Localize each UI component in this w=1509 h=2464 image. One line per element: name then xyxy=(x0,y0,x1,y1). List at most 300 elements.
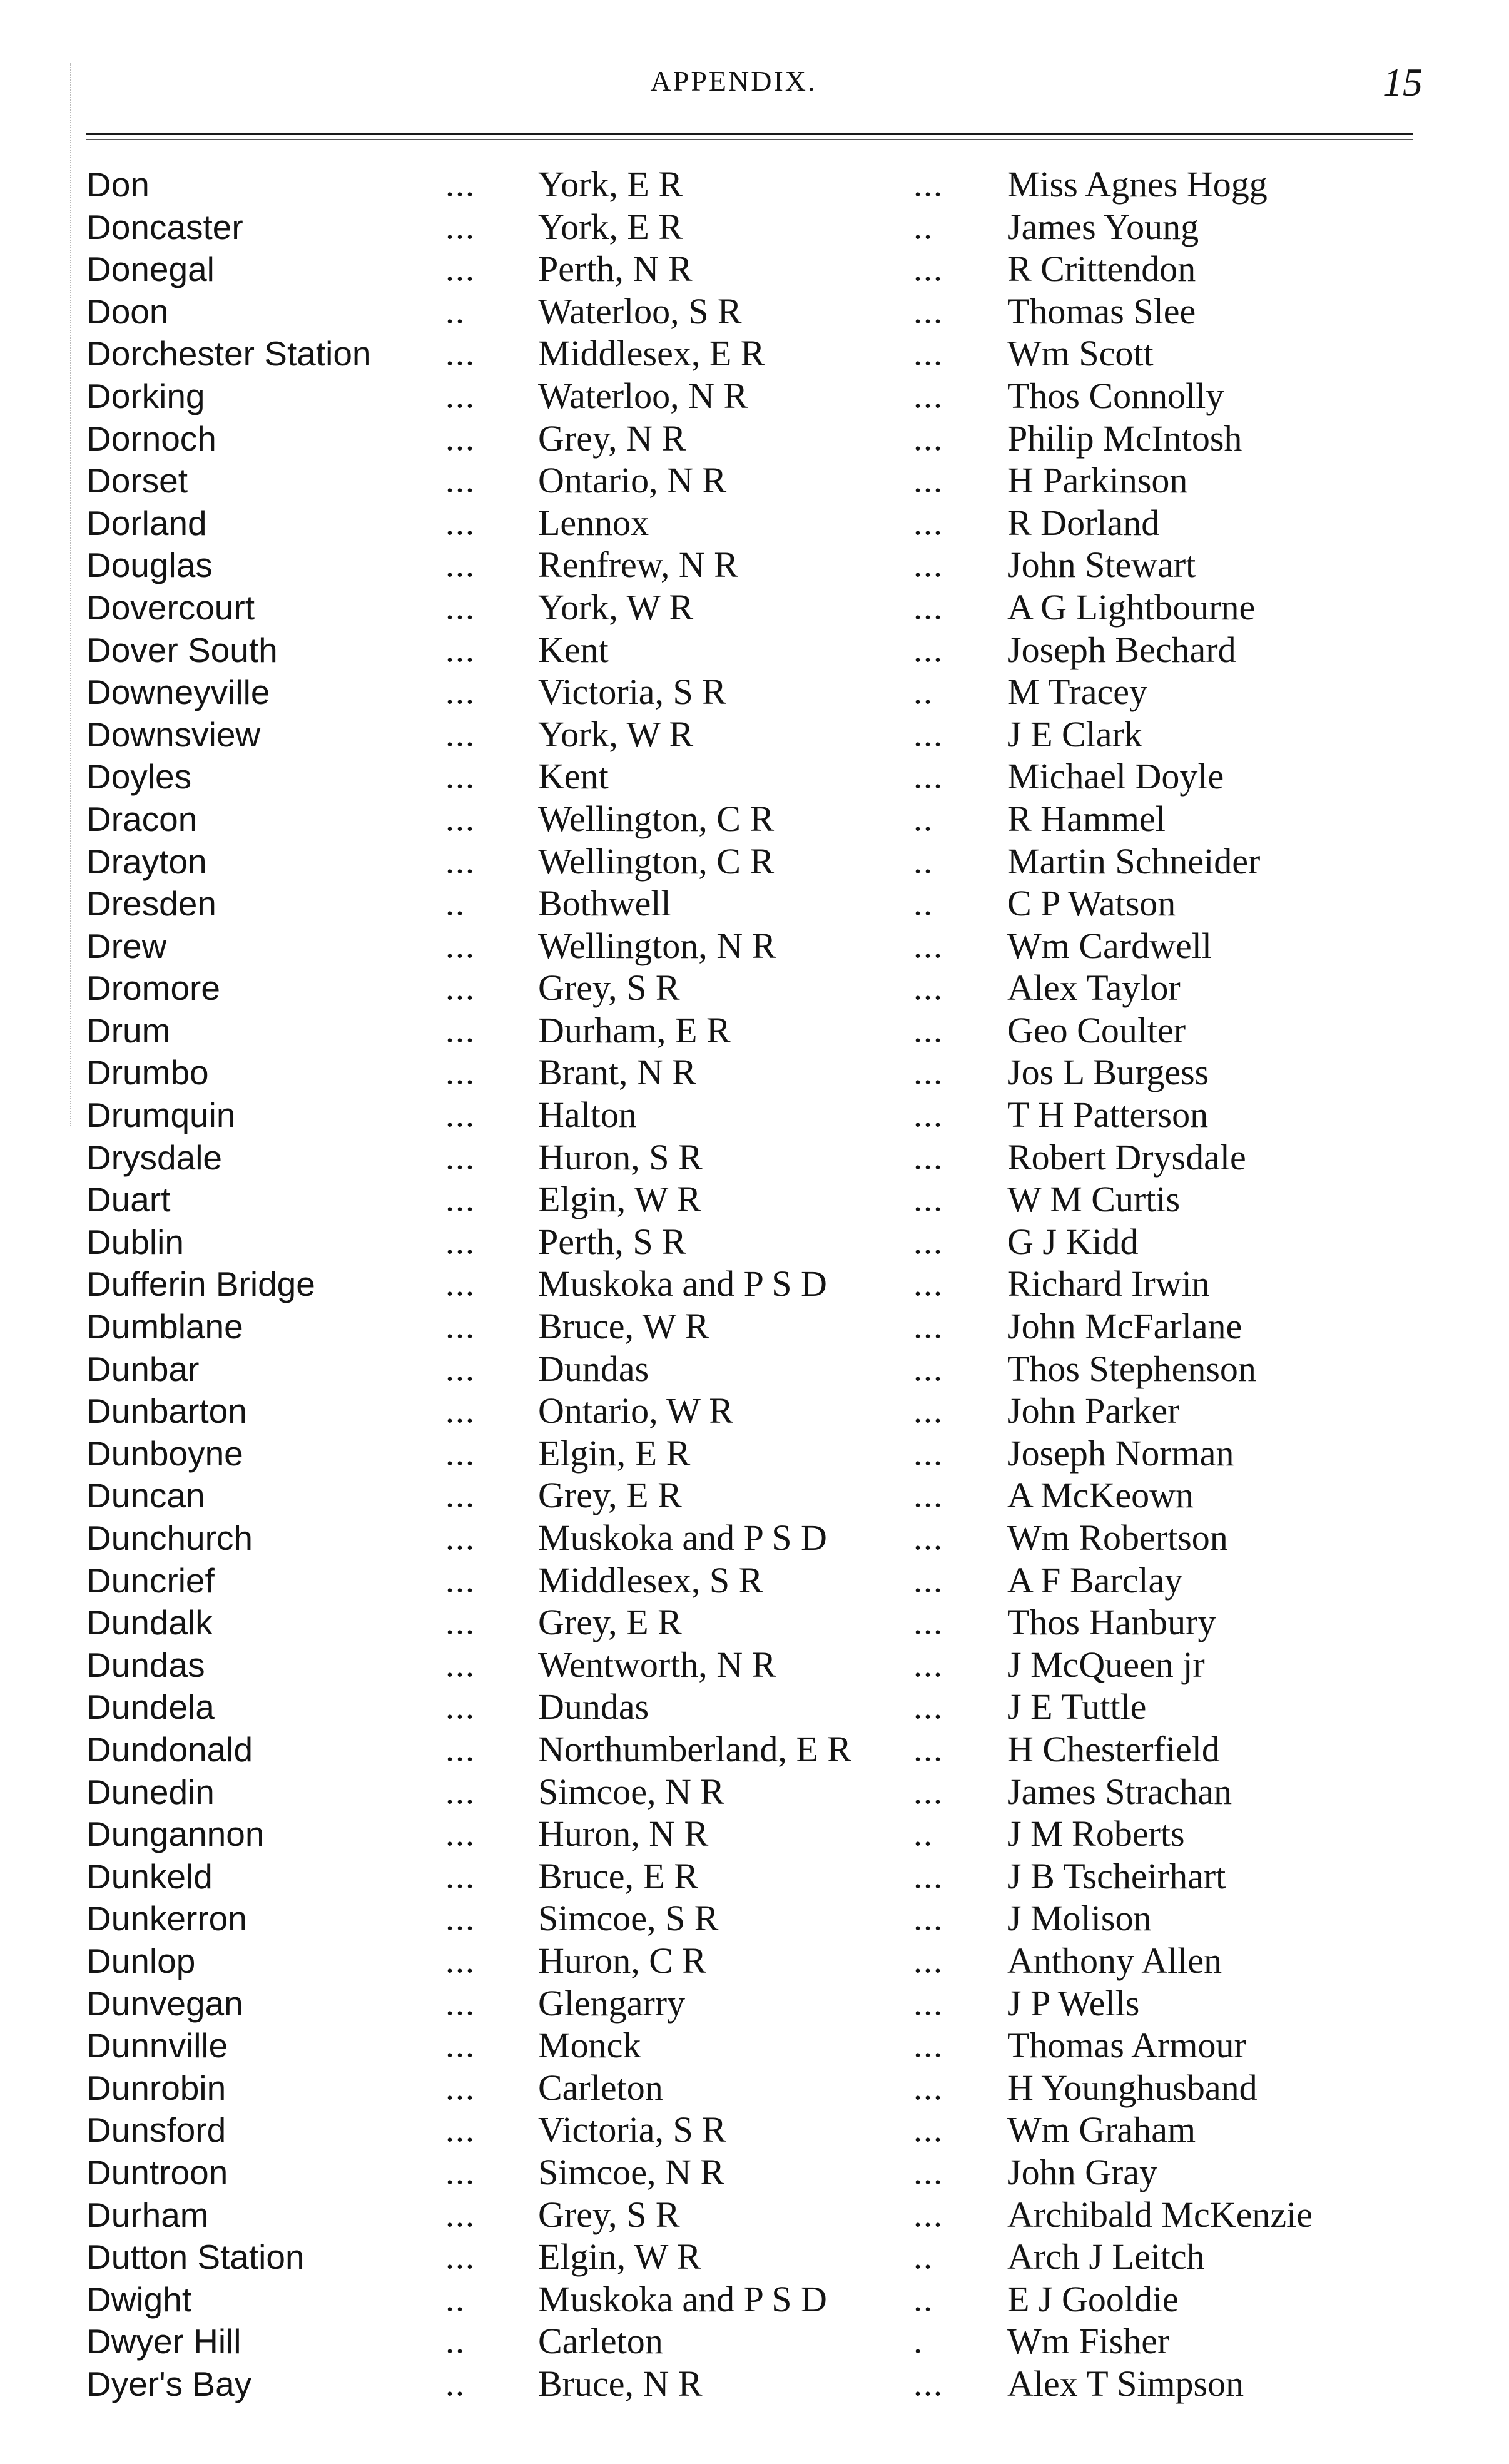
place-name: Drew xyxy=(86,926,167,965)
place-name: Dunkerron xyxy=(86,1899,247,1938)
place-name: Dovercourt xyxy=(86,588,255,627)
leader-dots: .. xyxy=(445,2322,465,2361)
leader-dots: . xyxy=(913,2322,923,2361)
leader-dots: ... xyxy=(913,2152,943,2192)
county-riding: York, W R xyxy=(538,713,694,755)
page-number: 15 xyxy=(1383,60,1423,104)
place-name: Dunchurch xyxy=(86,1519,253,1557)
list-item xyxy=(0,756,1509,798)
postmaster-name: Martin Schneider xyxy=(1007,840,1261,882)
place-name: Dunbar xyxy=(86,1349,200,1388)
leader-dots: ... xyxy=(445,1815,475,1854)
place-name: Doyles xyxy=(86,757,192,797)
postmaster-name: M Tracey xyxy=(1007,671,1147,713)
leader-dots: ... xyxy=(445,546,475,585)
county-riding: Bothwell xyxy=(538,883,671,924)
list-item xyxy=(0,1813,1509,1856)
postmaster-name: G J Kidd xyxy=(1007,1221,1139,1262)
leader-dots: ... xyxy=(913,1349,943,1388)
place-name: Dutton Station xyxy=(86,2237,305,2277)
place-name: Dunedin xyxy=(86,1772,215,1811)
county-riding: Simcoe, N R xyxy=(538,2151,725,2192)
leader-dots: ... xyxy=(445,1265,475,1304)
list-item xyxy=(0,2363,1509,2406)
postmaster-name: A G Lightbourne xyxy=(1007,586,1256,628)
leader-dots: ... xyxy=(445,503,475,542)
leader-dots: ... xyxy=(913,1729,943,1769)
leader-dots: .. xyxy=(913,842,933,881)
leader-dots: ... xyxy=(913,1307,943,1347)
leader-dots: .. xyxy=(445,2279,465,2319)
leader-dots: ... xyxy=(445,461,475,501)
leader-dots: ... xyxy=(445,969,475,1008)
postmaster-name: Joseph Norman xyxy=(1007,1432,1234,1474)
place-name: Doon xyxy=(86,292,169,331)
place-name: Dorchester Station xyxy=(86,334,372,374)
leader-dots: ... xyxy=(445,1053,475,1092)
county-riding: Elgin, W R xyxy=(538,1179,701,1220)
leader-dots: .. xyxy=(913,884,933,924)
postmaster-name: John Stewart xyxy=(1007,544,1196,586)
leader-dots: ... xyxy=(913,1856,943,1896)
place-name: Doncaster xyxy=(86,207,243,247)
county-riding: Simcoe, S R xyxy=(538,1898,719,1939)
leader-dots: ... xyxy=(445,1603,475,1642)
leader-dots: ... xyxy=(445,250,475,289)
county-riding: Bruce, W R xyxy=(538,1306,709,1347)
place-name: Duncrief xyxy=(86,1560,215,1600)
postmaster-name: Thos Stephenson xyxy=(1007,1348,1256,1389)
list-item xyxy=(0,1433,1509,1475)
county-riding: York, W R xyxy=(538,586,694,628)
list-item xyxy=(0,460,1509,502)
place-name: Dornoch xyxy=(86,419,216,458)
leader-dots: ... xyxy=(445,715,475,754)
postmaster-name: H Chesterfield xyxy=(1007,1728,1220,1769)
leader-dots: ... xyxy=(913,376,943,415)
postmaster-name: Archibald McKenzie xyxy=(1007,2194,1313,2235)
county-riding: Wellington, C R xyxy=(538,840,775,882)
county-riding: Ontario, N R xyxy=(538,460,727,501)
leader-dots: .. xyxy=(913,1815,933,1854)
leader-dots: ... xyxy=(913,250,943,289)
county-riding: Dundas xyxy=(538,1686,649,1728)
postmaster-name: J M Roberts xyxy=(1007,1813,1185,1855)
postmaster-name: Thos Hanbury xyxy=(1007,1602,1216,1643)
list-item xyxy=(0,375,1509,418)
place-name: Duncan xyxy=(86,1476,205,1515)
leader-dots: ... xyxy=(445,1433,475,1473)
leader-dots: ... xyxy=(445,2026,475,2065)
list-item xyxy=(0,1390,1509,1433)
county-riding: Victoria, S R xyxy=(538,671,726,713)
leader-dots: ... xyxy=(913,1603,943,1642)
county-riding: Halton xyxy=(538,1094,637,1136)
leader-dots: .. xyxy=(913,673,933,712)
leader-dots: ... xyxy=(913,757,943,797)
place-name: Don xyxy=(86,165,150,204)
leader-dots: ... xyxy=(445,673,475,712)
postmaster-name: Wm Fisher xyxy=(1007,2321,1170,2362)
leader-dots: ... xyxy=(445,419,475,458)
county-riding: Kent xyxy=(538,756,609,797)
postmaster-name: John Gray xyxy=(1007,2151,1158,2192)
place-name: Drum xyxy=(86,1011,171,1050)
postmaster-name: R Hammel xyxy=(1007,798,1166,839)
postmaster-name: J E Tuttle xyxy=(1007,1686,1147,1728)
list-item xyxy=(0,1179,1509,1221)
list-item xyxy=(0,164,1509,206)
place-name: Dunvegan xyxy=(86,1983,243,2023)
list-item xyxy=(0,206,1509,249)
list-item xyxy=(0,1348,1509,1391)
leader-dots: ... xyxy=(913,1392,943,1431)
leader-dots: ... xyxy=(913,1265,943,1304)
leader-dots: ... xyxy=(913,334,943,374)
list-item xyxy=(0,1940,1509,1983)
county-riding: Waterloo, S R xyxy=(538,290,742,332)
post-office-list xyxy=(0,164,1509,2405)
place-name: Dorking xyxy=(86,376,205,415)
place-name: Dunkeld xyxy=(86,1856,213,1896)
list-item xyxy=(0,1856,1509,1898)
leader-dots: ... xyxy=(445,588,475,627)
postmaster-name: John Parker xyxy=(1007,1390,1180,1432)
county-riding: Waterloo, N R xyxy=(538,375,748,416)
postmaster-name: Thos Connolly xyxy=(1007,375,1224,416)
list-item xyxy=(0,1771,1509,1814)
header-rule xyxy=(86,133,1413,135)
leader-dots: ... xyxy=(445,165,475,204)
county-riding: Renfrew, N R xyxy=(538,544,738,586)
list-item xyxy=(0,2152,1509,2194)
place-name: Douglas xyxy=(86,546,213,585)
leader-dots: ... xyxy=(913,419,943,458)
county-riding: Dundas xyxy=(538,1348,649,1389)
postmaster-name: H Younghusband xyxy=(1007,2067,1258,2108)
list-item xyxy=(0,1644,1509,1687)
place-name: Downeyville xyxy=(86,673,270,712)
county-riding: Ontario, W R xyxy=(538,1390,734,1432)
list-item xyxy=(0,1686,1509,1729)
leader-dots: ... xyxy=(913,1560,943,1600)
leader-dots: ... xyxy=(913,1053,943,1092)
postmaster-name: J McQueen jr xyxy=(1007,1644,1205,1685)
leader-dots: ... xyxy=(445,2110,475,2150)
postmaster-name: Geo Coulter xyxy=(1007,1009,1186,1051)
list-item xyxy=(0,1137,1509,1179)
postmaster-name: Thomas Slee xyxy=(1007,290,1196,332)
leader-dots: ... xyxy=(913,546,943,585)
county-riding: Glengarry xyxy=(538,1982,686,2024)
leader-dots: ... xyxy=(445,1560,475,1600)
leader-dots: .. xyxy=(913,207,933,247)
list-item xyxy=(0,2025,1509,2067)
leader-dots: .. xyxy=(913,2237,933,2277)
leader-dots: ... xyxy=(445,1222,475,1261)
postmaster-name: J B Tscheirhart xyxy=(1007,1855,1226,1896)
leader-dots: ... xyxy=(445,1519,475,1557)
leader-dots: ... xyxy=(445,1941,475,1980)
county-riding: Wentworth, N R xyxy=(538,1644,776,1685)
place-name: Dunsford xyxy=(86,2110,226,2150)
leader-dots: ... xyxy=(445,1983,475,2023)
list-item xyxy=(0,1052,1509,1094)
leader-dots: ... xyxy=(445,376,475,415)
postmaster-name: R Dorland xyxy=(1007,502,1160,543)
county-riding: Middlesex, S R xyxy=(538,1559,763,1601)
leader-dots: ... xyxy=(445,926,475,965)
county-riding: Muskoka and P S D xyxy=(538,1263,827,1305)
place-name: Dover South xyxy=(86,630,278,669)
place-name: Dunlop xyxy=(86,1941,196,1980)
leader-dots: ... xyxy=(913,1138,943,1177)
list-item xyxy=(0,841,1509,883)
postmaster-name: E J Gooldie xyxy=(1007,2278,1179,2319)
county-riding: Elgin, E R xyxy=(538,1432,691,1474)
list-item xyxy=(0,1263,1509,1306)
postmaster-name: Joseph Bechard xyxy=(1007,629,1236,670)
postmaster-name: Wm Cardwell xyxy=(1007,925,1212,966)
place-name: Dunnville xyxy=(86,2026,228,2065)
leader-dots: ... xyxy=(445,799,475,838)
postmaster-name: Alex T Simpson xyxy=(1007,2363,1244,2404)
leader-dots: ... xyxy=(913,1983,943,2023)
leader-dots: ... xyxy=(445,1729,475,1769)
list-item xyxy=(0,2109,1509,2152)
postmaster-name: T H Patterson xyxy=(1007,1094,1209,1136)
leader-dots: ... xyxy=(445,1349,475,1388)
leader-dots: .. xyxy=(445,884,465,924)
leader-dots: ... xyxy=(913,165,943,204)
list-item xyxy=(0,544,1509,587)
place-name: Dyer's Bay xyxy=(86,2364,252,2403)
leader-dots: ... xyxy=(913,2068,943,2107)
leader-dots: ... xyxy=(445,2152,475,2192)
place-name: Drumquin xyxy=(86,1096,236,1135)
leader-dots: ... xyxy=(913,2195,943,2234)
leader-dots: ... xyxy=(913,1688,943,1727)
postmaster-name: Michael Doyle xyxy=(1007,756,1224,797)
place-name: Dundalk xyxy=(86,1603,213,1642)
postmaster-name: R Crittendon xyxy=(1007,248,1196,290)
postmaster-name: Philip McIntosh xyxy=(1007,417,1242,459)
county-riding: Grey, E R xyxy=(538,1475,682,1516)
place-name: Drumbo xyxy=(86,1053,209,1092)
list-item xyxy=(0,1094,1509,1137)
list-item xyxy=(0,2194,1509,2237)
place-name: Dresden xyxy=(86,884,216,924)
place-name: Drysdale xyxy=(86,1138,223,1177)
place-name: Durham xyxy=(86,2195,209,2234)
place-name: Dundela xyxy=(86,1688,215,1727)
list-item xyxy=(0,1602,1509,1644)
county-riding: Huron, S R xyxy=(538,1136,703,1178)
county-riding: Middlesex, E R xyxy=(538,333,765,374)
list-item xyxy=(0,2067,1509,2110)
list-item xyxy=(0,2236,1509,2279)
county-riding: Northumberland, E R xyxy=(538,1728,851,1769)
leader-dots: ... xyxy=(913,292,943,331)
county-riding: Elgin, W R xyxy=(538,2236,701,2278)
postmaster-name: Thomas Armour xyxy=(1007,2025,1246,2066)
leader-dots: ... xyxy=(913,1222,943,1261)
county-riding: Monck xyxy=(538,2025,641,2066)
leader-dots: ... xyxy=(445,207,475,247)
place-name: Dufferin Bridge xyxy=(86,1265,315,1304)
list-item xyxy=(0,1898,1509,1940)
list-item xyxy=(0,291,1509,333)
postmaster-name: James Strachan xyxy=(1007,1771,1232,1812)
leader-dots: ... xyxy=(445,2068,475,2107)
place-name: Dundas xyxy=(86,1645,205,1684)
leader-dots: ... xyxy=(445,1899,475,1938)
county-riding: Grey, S R xyxy=(538,2194,680,2235)
list-item xyxy=(0,629,1509,672)
list-item xyxy=(0,671,1509,714)
leader-dots: ... xyxy=(913,1772,943,1811)
list-item xyxy=(0,1560,1509,1602)
county-riding: Bruce, E R xyxy=(538,1855,699,1896)
list-item xyxy=(0,1010,1509,1052)
leader-dots: ... xyxy=(445,1856,475,1896)
county-riding: Carleton xyxy=(538,2321,663,2362)
county-riding: York, E R xyxy=(538,164,683,205)
postmaster-name: J P Wells xyxy=(1007,1982,1140,2024)
leader-dots: ... xyxy=(913,1519,943,1557)
postmaster-name: Jos L Burgess xyxy=(1007,1052,1209,1093)
postmaster-name: Anthony Allen xyxy=(1007,1940,1222,1981)
county-riding: Huron, N R xyxy=(538,1813,709,1855)
list-item xyxy=(0,333,1509,375)
county-riding: Wellington, C R xyxy=(538,798,775,839)
running-head-title: APPENDIX. xyxy=(650,65,817,97)
place-name: Dunrobin xyxy=(86,2068,226,2107)
place-name: Duart xyxy=(86,1180,171,1219)
county-riding: Perth, N R xyxy=(538,248,693,290)
county-riding: Bruce, N R xyxy=(538,2363,703,2404)
leader-dots: .. xyxy=(445,2364,465,2403)
county-riding: Grey, S R xyxy=(538,967,680,1009)
county-riding: Simcoe, N R xyxy=(538,1771,725,1812)
postmaster-name: C P Watson xyxy=(1007,883,1176,924)
postmaster-name: Robert Drysdale xyxy=(1007,1136,1246,1178)
list-item xyxy=(0,714,1509,756)
list-item xyxy=(0,2279,1509,2321)
list-item xyxy=(0,1983,1509,2025)
leader-dots: ... xyxy=(913,630,943,669)
page-header xyxy=(0,59,1509,109)
place-name: Drayton xyxy=(86,842,207,881)
county-riding: Kent xyxy=(538,629,609,670)
leader-dots: ... xyxy=(445,1138,475,1177)
county-riding: Huron, C R xyxy=(538,1940,707,1981)
list-item xyxy=(0,1517,1509,1560)
leader-dots: ... xyxy=(445,630,475,669)
leader-dots: ... xyxy=(913,926,943,965)
place-name: Donegal xyxy=(86,250,215,289)
postmaster-name: J Molison xyxy=(1007,1898,1152,1939)
leader-dots: ... xyxy=(445,1096,475,1135)
postmaster-name: Richard Irwin xyxy=(1007,1263,1210,1305)
leader-dots: ... xyxy=(913,2110,943,2150)
leader-dots: ... xyxy=(445,1392,475,1431)
list-item xyxy=(0,1306,1509,1348)
list-item xyxy=(0,1221,1509,1264)
leader-dots: ... xyxy=(913,1476,943,1515)
leader-dots: ... xyxy=(913,969,943,1008)
leader-dots: ... xyxy=(445,1645,475,1684)
place-name: Dorland xyxy=(86,503,207,542)
county-riding: Brant, N R xyxy=(538,1052,696,1093)
leader-dots: ... xyxy=(913,2026,943,2065)
postmaster-name: W M Curtis xyxy=(1007,1179,1181,1220)
leader-dots: ... xyxy=(445,334,475,374)
leader-dots: ... xyxy=(913,588,943,627)
leader-dots: ... xyxy=(445,1180,475,1219)
list-item xyxy=(0,1475,1509,1517)
list-item xyxy=(0,502,1509,545)
list-item xyxy=(0,587,1509,629)
county-riding: Durham, E R xyxy=(538,1009,731,1051)
postmaster-name: Wm Graham xyxy=(1007,2109,1196,2151)
county-riding: Lennox xyxy=(538,502,649,543)
postmaster-name: Miss Agnes Hogg xyxy=(1007,164,1268,205)
postmaster-name: H Parkinson xyxy=(1007,460,1188,501)
postmaster-name: Alex Taylor xyxy=(1007,967,1181,1009)
leader-dots: ... xyxy=(445,1772,475,1811)
postmaster-name: Wm Robertson xyxy=(1007,1517,1228,1558)
leader-dots: ... xyxy=(913,715,943,754)
postmaster-name: Wm Scott xyxy=(1007,333,1154,374)
place-name: Dunboyne xyxy=(86,1433,243,1473)
leader-dots: ... xyxy=(445,2195,475,2234)
leader-dots: .. xyxy=(913,799,933,838)
leader-dots: ... xyxy=(913,1433,943,1473)
leader-dots: ... xyxy=(445,1307,475,1347)
leader-dots: ... xyxy=(913,1645,943,1684)
leader-dots: ... xyxy=(445,757,475,797)
leader-dots: ... xyxy=(445,1011,475,1050)
leader-dots: ... xyxy=(445,2237,475,2277)
place-name: Dunbarton xyxy=(86,1392,247,1431)
place-name: Downsview xyxy=(86,715,261,754)
place-name: Dromore xyxy=(86,969,220,1008)
county-riding: Wellington, N R xyxy=(538,925,776,966)
leader-dots: ... xyxy=(913,1180,943,1219)
leader-dots: ... xyxy=(445,1476,475,1515)
county-riding: York, E R xyxy=(538,206,683,247)
leader-dots: ... xyxy=(913,2364,943,2403)
postmaster-name: A F Barclay xyxy=(1007,1559,1183,1601)
header-rule-thin xyxy=(86,139,1413,140)
county-riding: Perth, S R xyxy=(538,1221,686,1262)
county-riding: Grey, N R xyxy=(538,417,686,459)
list-item xyxy=(0,1729,1509,1771)
list-item xyxy=(0,798,1509,841)
postmaster-name: Arch J Leitch xyxy=(1007,2236,1205,2278)
place-name: Dundonald xyxy=(86,1729,253,1769)
place-name: Dwight xyxy=(86,2279,192,2319)
county-riding: Carleton xyxy=(538,2067,663,2108)
leader-dots: ... xyxy=(913,461,943,501)
county-riding: Muskoka and P S D xyxy=(538,2278,827,2319)
place-name: Dumblane xyxy=(86,1307,243,1347)
postmaster-name: A McKeown xyxy=(1007,1475,1194,1516)
list-item xyxy=(0,883,1509,925)
list-item xyxy=(0,248,1509,291)
postmaster-name: James Young xyxy=(1007,206,1199,247)
